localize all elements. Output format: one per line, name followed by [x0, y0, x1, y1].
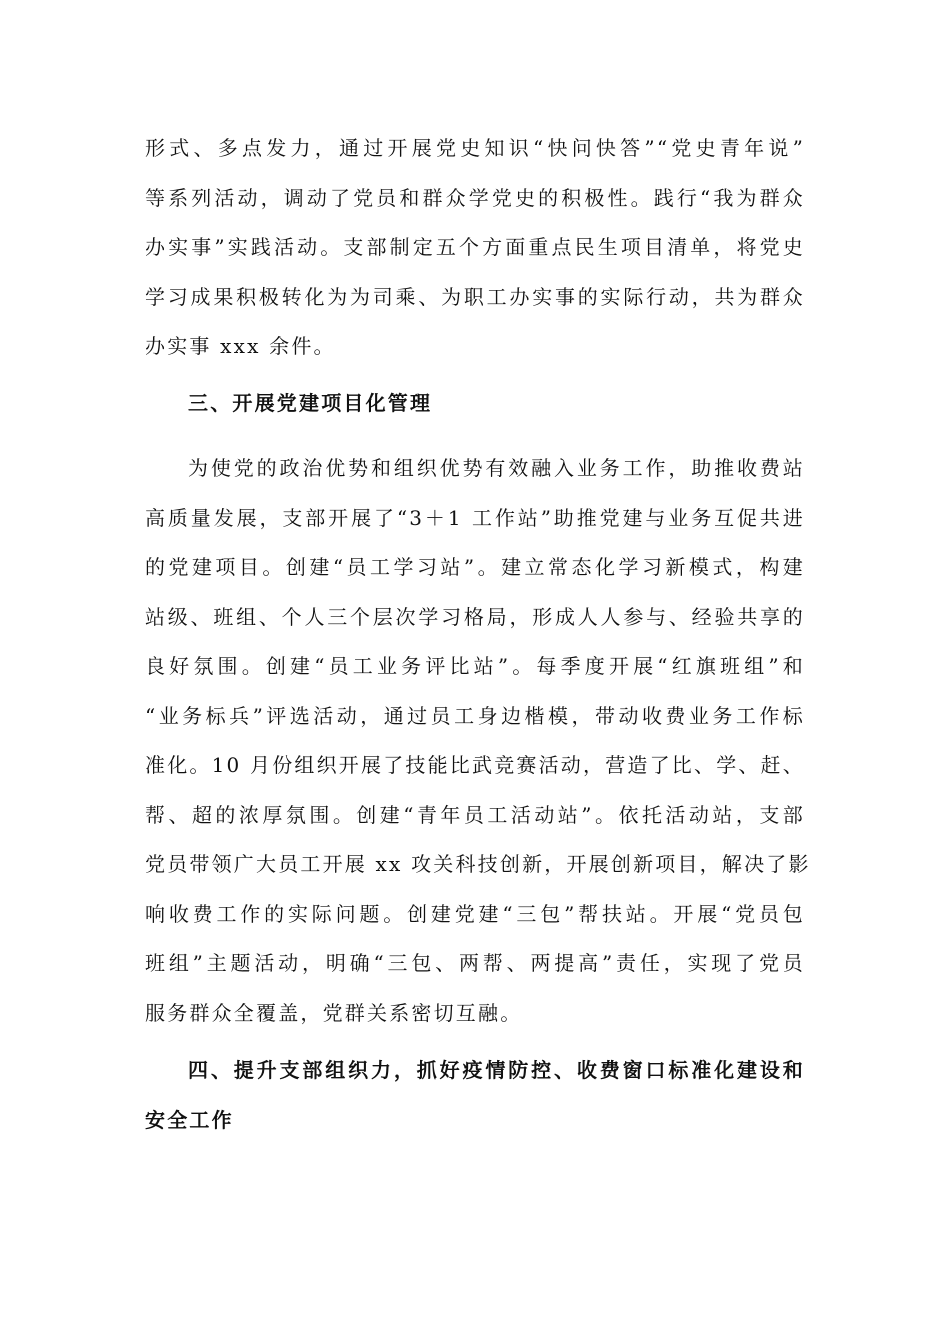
paragraph-line: 准化。10 月份组织开展了技能比武竞赛活动，营造了比、学、赶、	[145, 753, 806, 777]
paragraph-line: 办实事 xxx 余件。	[145, 334, 336, 358]
paragraph-line: 形式、多点发力，通过开展党史知识“快问快答”“党史青年说”	[145, 136, 805, 160]
paragraph-line: “业务标兵”评选活动，通过员工身边楷模，带动收费业务工作标	[145, 703, 805, 728]
section-heading-4	[145, 1050, 805, 1149]
paragraph-line: 的党建项目。创建“员工学习站”。建立常态化学习新模式，构建	[145, 555, 805, 579]
paragraph-line: 服务群众全覆盖，党群关系密切互融。	[145, 1000, 523, 1025]
paragraph-line: 良好氛围。创建“员工业务评比站”。每季度开展“红旗班组”和	[145, 654, 805, 678]
document-page	[145, 128, 811, 1149]
intro-paragraph	[145, 128, 805, 376]
paragraph-line: 党员带领广大员工开展 xx 攻关科技创新，开展创新项目，解决了影	[145, 852, 811, 876]
paragraph-line: 班组”主题活动，明确“三包、两帮、两提高”责任，实现了党员	[145, 951, 805, 975]
paragraph-line: 高质量发展，支部开展了“3＋1 工作站”助推党建与业务互促共进	[145, 505, 805, 530]
paragraph-line: 办实事”实践活动。支部制定五个方面重点民生项目清单，将党史	[145, 235, 805, 259]
section-heading-3: 三、开展党建项目化管理	[188, 390, 433, 415]
paragraph-line: 等系列活动，调动了党员和群众学党史的积极性。践行“我为群众	[145, 185, 805, 210]
paragraph-line: 响收费工作的实际问题。创建党建“三包”帮扶站。开展“党员包	[145, 901, 805, 926]
paragraph-line: 学习成果积极转化为为司乘、为职工办实事的实际行动，共为群众	[145, 284, 805, 309]
heading-line: 四、提升支部组织力，抓好疫情防控、收费窗口标准化建设和	[188, 1058, 805, 1082]
paragraph-line: 帮、超的浓厚氛围。创建“青年员工活动站”。依托活动站，支部	[145, 802, 805, 827]
paragraph-line: 站级、班组、个人三个层次学习格局，形成人人参与、经验共享的	[145, 604, 805, 629]
heading-line: 安全工作	[145, 1107, 234, 1132]
paragraph-line: 为使党的政治优势和组织优势有效融入业务工作，助推收费站	[188, 456, 805, 480]
section-3-paragraph	[145, 448, 811, 1042]
